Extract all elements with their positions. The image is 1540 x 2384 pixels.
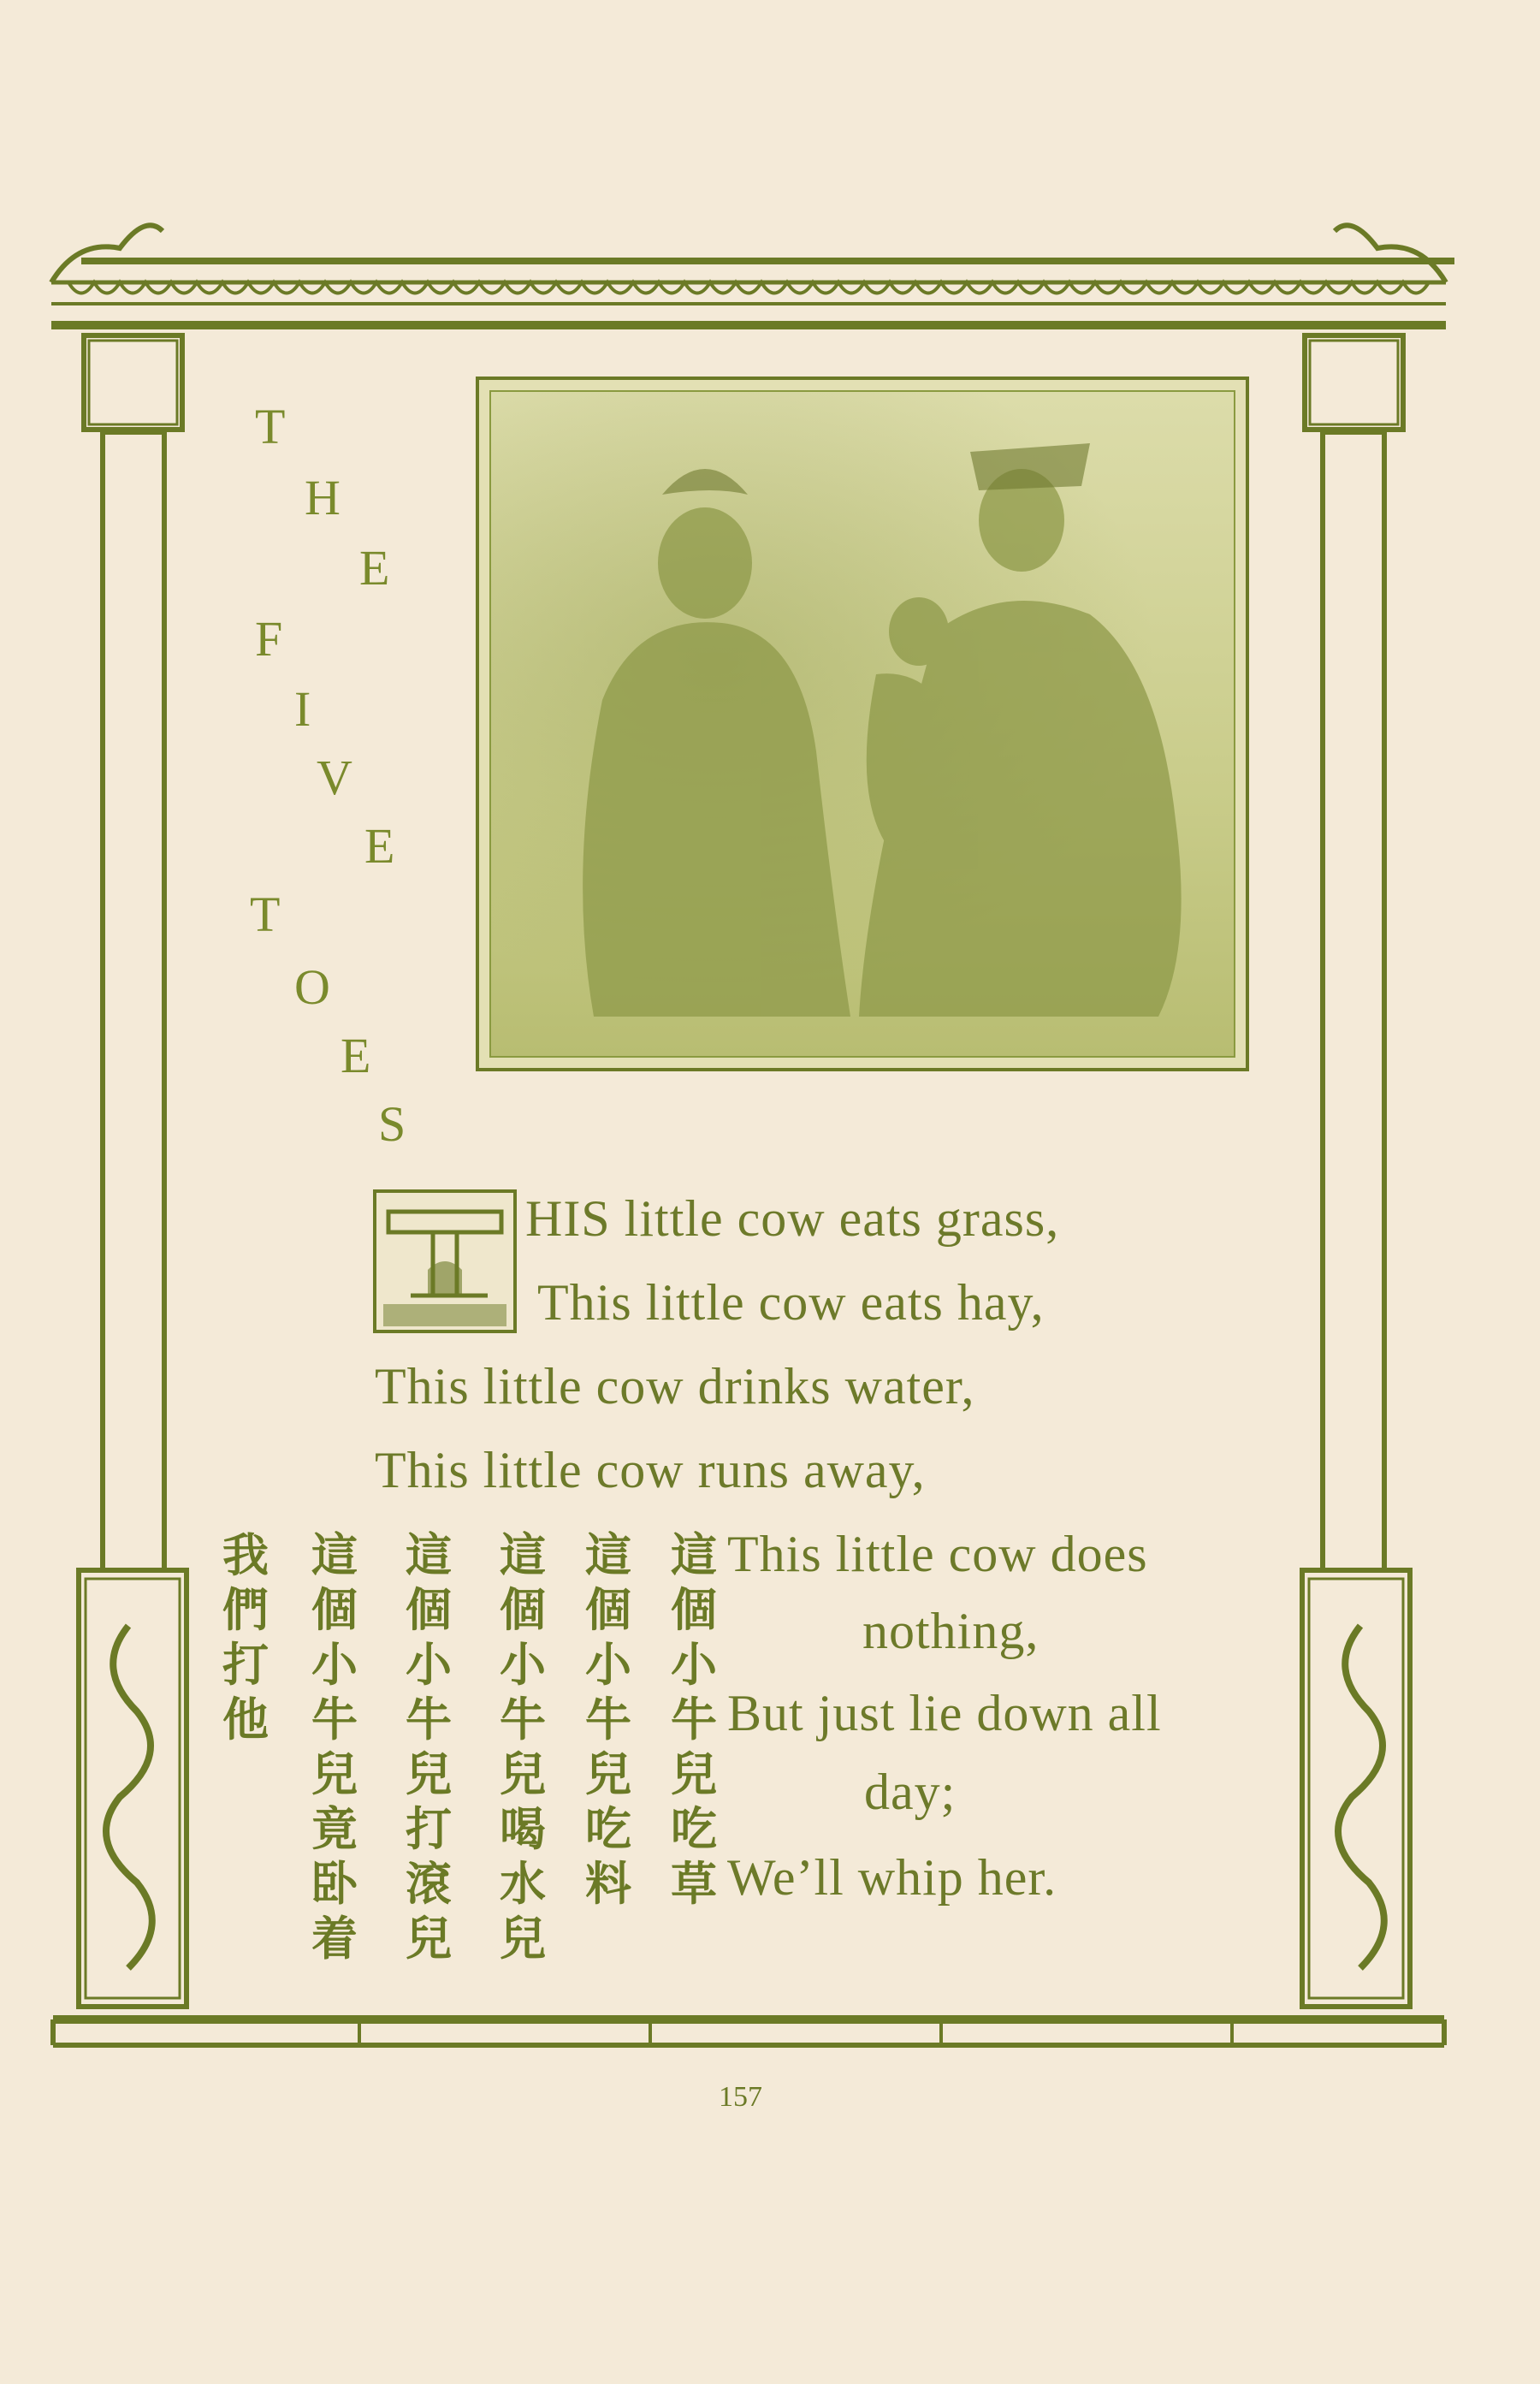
photo-image-area — [489, 390, 1235, 1058]
left-dragon-icon — [106, 1626, 152, 1968]
title-letter: F — [255, 611, 283, 667]
chinese-column: 這個小牛兒吃料 — [585, 1528, 631, 1911]
chinese-column: 這個小牛兒喝水兒 — [500, 1528, 546, 1966]
title-letter: T — [255, 399, 286, 454]
title-letter: O — [294, 959, 330, 1015]
poem-line: This little cow runs away, — [375, 1442, 926, 1498]
chinese-column: 這個小牛兒吃草 — [671, 1528, 717, 1911]
drop-cap-illustration — [373, 1189, 517, 1333]
chinese-column: 我們打他 — [222, 1528, 269, 1746]
poem-line: But just lie down all — [727, 1685, 1162, 1741]
page-number: 157 — [719, 2081, 762, 2113]
poem-line: nothing, — [862, 1603, 1040, 1659]
chinese-column: 這個小牛兒竟卧着 — [311, 1528, 358, 1966]
title-letter: E — [359, 540, 390, 596]
right-capital — [1305, 335, 1403, 430]
title-letter: T — [250, 887, 281, 942]
poem-line: HIS little cow eats grass, — [525, 1190, 1060, 1247]
photo-figures — [491, 392, 1241, 1063]
left-pillar — [103, 432, 164, 1570]
roof-ornament-right — [1335, 225, 1446, 282]
poem-line: This little cow drinks water, — [375, 1358, 975, 1414]
right-dragon-icon — [1338, 1626, 1384, 1968]
photograph-mothers-with-child — [476, 377, 1249, 1071]
poem-line: We’ll whip her. — [727, 1849, 1057, 1906]
poem-line: This little cow eats hay, — [537, 1274, 1045, 1331]
title-letter: H — [305, 470, 341, 525]
right-pillar — [1323, 432, 1384, 1570]
chinese-column: 這個小牛兒打滾兒 — [406, 1528, 452, 1966]
title-letter: E — [364, 818, 395, 874]
title-letter: E — [341, 1028, 371, 1083]
poem-line: This little cow does — [727, 1526, 1148, 1582]
title-letter: S — [378, 1096, 406, 1152]
drop-cap-letter-icon — [376, 1193, 513, 1330]
title-letter: I — [294, 681, 311, 737]
title-letter: V — [317, 750, 352, 805]
poem-line: day; — [864, 1764, 957, 1820]
left-capital — [84, 335, 182, 430]
roof-ornament-left — [51, 225, 163, 282]
